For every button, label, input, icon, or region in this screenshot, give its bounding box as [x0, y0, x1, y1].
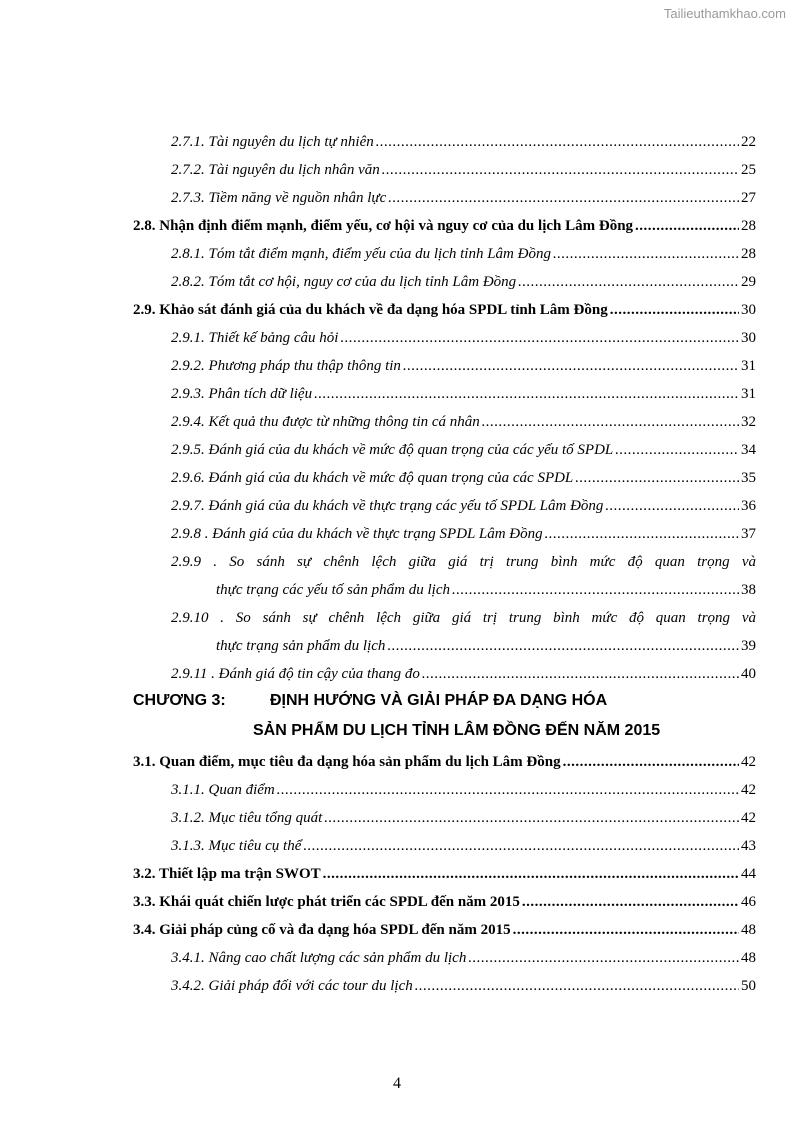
toc-entry-page: 48	[741, 922, 756, 938]
toc-entry[interactable]	[171, 835, 756, 857]
toc-entry[interactable]	[216, 579, 756, 601]
toc-entry[interactable]	[171, 131, 756, 153]
chapter-prefix[interactable]: CHƯƠNG 3:	[133, 692, 226, 709]
toc-entry-page: 36	[741, 498, 756, 514]
toc-entry-label: 2.8.2. Tóm tắt cơ hội, nguy cơ của du lịch tỉnh Lâm Đồng	[171, 274, 517, 290]
toc-entry[interactable]	[171, 411, 756, 433]
toc-entry[interactable]	[171, 975, 756, 997]
toc-entry-label: 2.7.2. Tài nguyên du lịch nhân văn	[171, 162, 380, 178]
toc-entry-page: 42	[741, 754, 756, 770]
toc-entry-page: 48	[741, 950, 756, 966]
page-number: 4	[393, 1075, 401, 1092]
toc-entry-page: 28	[741, 218, 756, 234]
toc-entry-page: 42	[741, 782, 756, 798]
toc-section[interactable]	[133, 919, 756, 941]
toc-entry-label: 2.7.3. Tiềm năng về nguồn nhân lực	[171, 190, 387, 206]
toc-entry-label: 2.7.1. Tài nguyên du lịch tự nhiên	[171, 134, 374, 150]
watermark: Tailieuthamkhao.com	[663, 6, 786, 21]
toc-section[interactable]	[133, 891, 756, 913]
toc-entry[interactable]	[216, 635, 756, 657]
toc-entry-label: 3.1.3. Mục tiêu cụ thể	[171, 838, 302, 854]
chapter-title-line1[interactable]: ĐỊNH HƯỚNG VÀ GIẢI PHÁP ĐA DẠNG HÓA	[270, 692, 608, 709]
toc-entry[interactable]	[171, 271, 756, 293]
toc-entry-page: 42	[741, 810, 756, 826]
toc-entry[interactable]	[171, 327, 756, 349]
toc-entry-page: 34	[741, 442, 756, 458]
toc-entry-page: 35	[741, 470, 756, 486]
chapter-title-line2[interactable]: SẢN PHẨM DU LỊCH TỈNH LÂM ĐỒNG ĐẾN NĂM 2015	[253, 722, 661, 739]
toc-entry-label: 2.9. Khảo sát đánh giá của du khách về đa dạng hóa SPDL tỉnh Lâm Đồng	[133, 302, 608, 318]
toc-entry[interactable]	[171, 187, 756, 209]
toc-entry-page: 27	[741, 190, 756, 206]
toc-entry[interactable]	[171, 495, 756, 517]
toc-entry-label: 2.9.8 . Đánh giá của du khách về thực trạng SPDL Lâm Đồng	[171, 526, 543, 542]
toc-entry-label: 2.9.4. Kết quả thu được từ những thông tin cá nhân	[171, 414, 480, 430]
toc-entry-label: 2.8. Nhận định điểm mạnh, điểm yếu, cơ hội và nguy cơ của du lịch Lâm Đồng	[133, 218, 634, 234]
toc-entry-label[interactable]: 2.9.10 . So sánh sự chênh lệch giữa giá trị trung bình mức độ quan trọng và	[171, 610, 756, 626]
toc-entry[interactable]	[171, 807, 756, 829]
toc-entry[interactable]	[171, 523, 756, 545]
toc-entry-label: 3.1.1. Quan điểm	[171, 782, 275, 798]
toc-entry-label: 3.1. Quan điểm, mục tiêu đa dạng hóa sản phẩm du lịch Lâm Đồng	[133, 754, 561, 770]
toc-entry-page: 44	[741, 866, 756, 882]
toc-entry-page: 37	[741, 526, 756, 542]
toc-entry[interactable]	[171, 159, 756, 181]
toc-entry-page: 25	[741, 162, 756, 178]
toc-section[interactable]	[133, 299, 756, 321]
toc-entry-page: 22	[741, 134, 756, 150]
toc-entry-page: 30	[741, 330, 756, 346]
toc-entry-label-continued: thực trạng các yếu tố sản phẩm du lịch	[216, 582, 450, 598]
toc-entry[interactable]	[171, 243, 756, 265]
toc-entry-page: 43	[741, 838, 756, 854]
toc-entry-label: 2.9.6. Đánh giá của du khách về mức độ quan trọng của các SPDL	[171, 470, 574, 486]
toc-entry-page: 46	[741, 894, 756, 910]
toc-entry-label: 2.9.7. Đánh giá của du khách về thực trạng các yếu tố SPDL Lâm Đồng	[171, 498, 604, 514]
toc-entry-label: 3.4.1. Nâng cao chất lượng các sản phẩm du lịch	[171, 950, 467, 966]
toc-entry[interactable]	[171, 439, 756, 461]
toc-entry-label: 2.9.2. Phương pháp thu thập thông tin	[171, 358, 401, 374]
toc-entry-label: 2.9.1. Thiết kế bảng câu hỏi	[171, 330, 339, 346]
toc-entry-page: 50	[741, 978, 756, 994]
toc-entry-label-continued: thực trạng sản phẩm du lịch	[216, 638, 386, 654]
toc-entry-page: 31	[741, 386, 756, 402]
toc-entry-page: 40	[741, 666, 756, 682]
toc-section[interactable]	[133, 863, 756, 885]
toc-entry[interactable]	[171, 383, 756, 405]
toc-entry-page: 29	[741, 274, 756, 290]
toc-entry-page: 39	[741, 638, 756, 654]
toc-entry[interactable]	[171, 779, 756, 801]
toc-entry-label: 3.1.2. Mục tiêu tổng quát	[171, 810, 323, 826]
toc-entry[interactable]	[171, 355, 756, 377]
toc-entry-label: 2.8.1. Tóm tắt điểm mạnh, điểm yếu của du lịch tỉnh Lâm Đồng	[171, 246, 551, 262]
toc-entry-label[interactable]: 2.9.9 . So sánh sự chênh lệch giữa giá trị trung bình mức độ quan trọng và	[171, 554, 756, 570]
toc-entry-label: 3.2. Thiết lập ma trận SWOT	[133, 866, 321, 882]
toc-entry-label: 2.9.11 . Đánh giá độ tin cậy của thang đo	[171, 666, 420, 682]
toc-section[interactable]	[133, 751, 756, 773]
toc-entry-page: 32	[741, 414, 756, 430]
toc-entry-label: 3.4. Giải pháp củng cố và đa dạng hóa SPDL đến năm 2015	[133, 922, 511, 938]
toc-entry[interactable]	[171, 467, 756, 489]
toc-entry-page: 30	[741, 302, 756, 318]
toc-entry[interactable]	[171, 663, 756, 685]
toc-entry-page: 38	[741, 582, 756, 598]
toc-entry[interactable]	[171, 947, 756, 969]
toc-entry-page: 28	[741, 246, 756, 262]
toc-entry-page: 31	[741, 358, 756, 374]
toc-entry-label: 3.4.2. Giải pháp đối với các tour du lịch	[171, 978, 413, 994]
toc-entry-label: 2.9.5. Đánh giá của du khách về mức độ quan trọng của các yếu tố SPDL	[171, 442, 614, 458]
toc-section[interactable]	[133, 215, 756, 237]
toc-entry-label: 2.9.3. Phân tích dữ liệu	[171, 386, 313, 402]
toc-entry-label: 3.3. Khái quát chiến lược phát triển các SPDL đến năm 2015	[133, 894, 520, 910]
